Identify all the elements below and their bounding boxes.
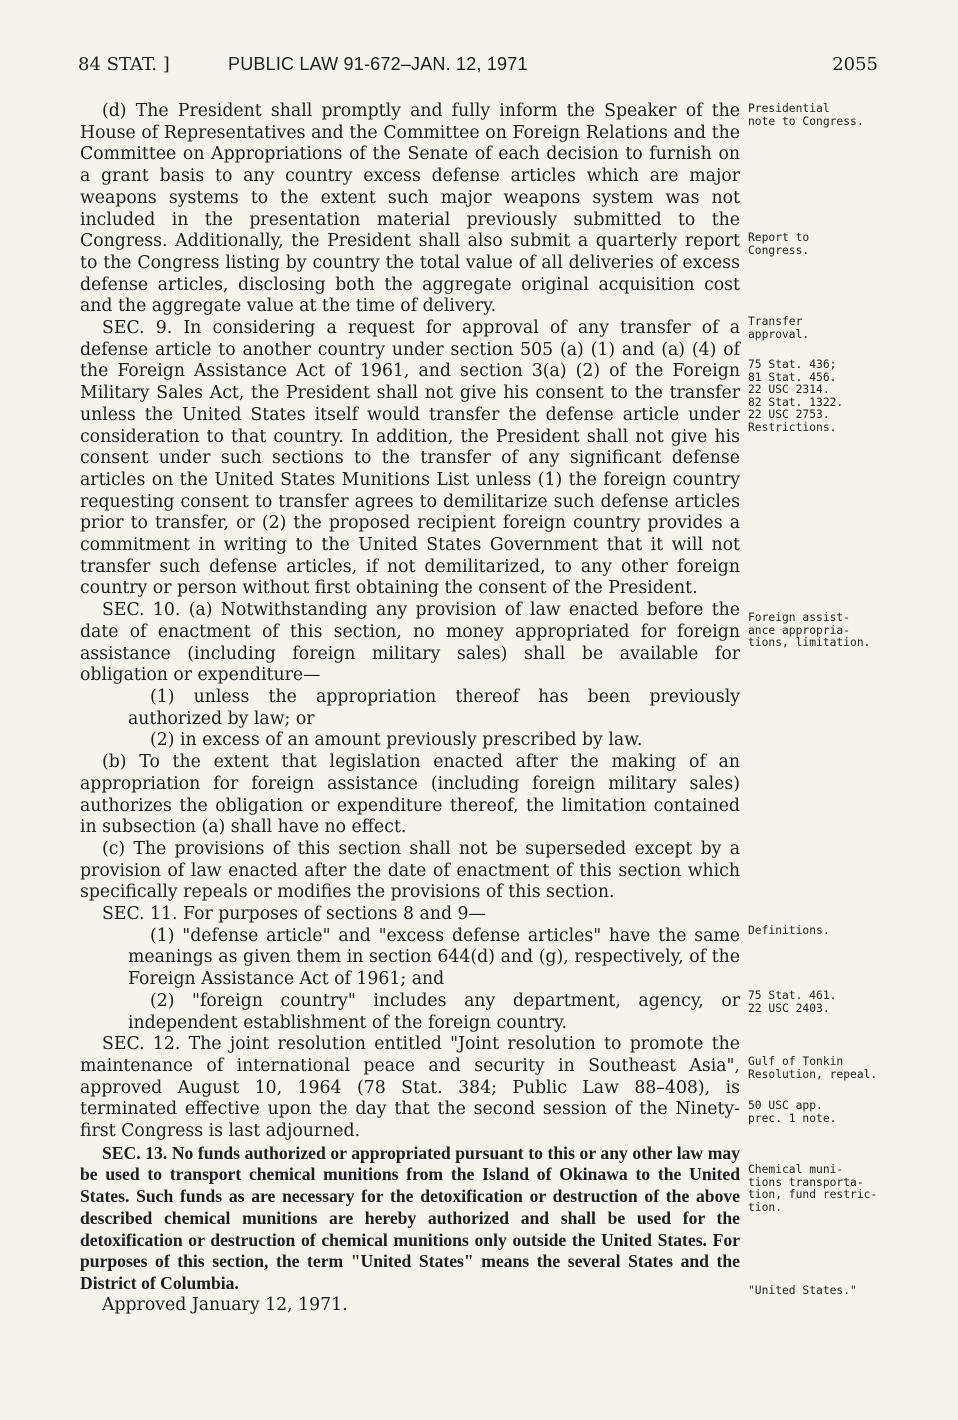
section-10-c: (c) The provisions of this section shall not be superseded except by a provision of law enacted after the date of enactment of this section which specifically repeals or modifies the provisions of this section.: [80, 838, 740, 903]
margin-note-united-states: "United States.": [748, 1284, 857, 1297]
margin-note-foreign-assistance: Foreign assist- ance appropria- tions, limitation.: [748, 611, 871, 650]
margin-note-chemical-munitions: Chemical muni- tions transporta- tion, fund restric- tion.: [748, 1163, 878, 1214]
section-10-b: (b) To the extent that legislation enacted after the making of an appropriation for foreign assistance (including foreign military sales) authorizes the obligation or expenditure thereof, the limitation contained in subsection (a) shall have no effect.: [80, 752, 740, 838]
section-10-a: SEC. 10. (a) Notwithstanding any provision of law enacted before the date of enactment of this section, no money appropriated for foreign assistance (including foreign military sales) shall be available for obligation or expenditure—: [80, 600, 740, 686]
statute-volume: 84 STAT. ]: [78, 54, 170, 75]
section-10-a-1: (1) unless the appropriation thereof has been previously authorized by law; or: [128, 686, 740, 729]
paragraph-d: (d) The President shall promptly and fully inform the Speaker of the House of Representatives and the Committee on Foreign Relations and the Committee on Appropriations of the Senate of each decision to furnish on a grant basis to any country excess defense articles which are major weapons systems to the extent such major weapons system was not included in the presentation material previously submitted to the Congress. Additionally, the President shall also submit a quarterly report to the Congress listing by country the total value of all deliveries of excess defense articles, disclosing both the aggregate original acquisition cost and the aggregate value at the time of delivery.: [80, 101, 740, 317]
section-11: SEC. 11. For purposes of sections 8 and 9—: [102, 904, 486, 925]
margin-note-report: Report to Congress.: [748, 231, 810, 257]
section-9: SEC. 9. In considering a request for approval of any transfer of a defense article to another country under section 505 (a) (1) and (a) (4) of the Foreign Assistance Act of 1961, and section 3(a) (2) of the Foreign Military Sales Act, the President shall not give his consent to the transfer unless the United States itself would transfer the defense article under consideration to that country. In addition, the President shall not give his consent under such sections to the transfer of any significant defense articles on the United States Munitions List unless (1) the foreign country requesting consent to transfer agrees to demilitarize such defense articles prior to transfer, or (2) the proposed recipient foreign country provides a commitment in writing to the United States Government that it will not transfer such defense articles, if not demilitarized, to any other foreign country or person without first obtaining the consent of the President.: [80, 318, 740, 599]
margin-note-citations-sec11: 75 Stat. 461. 22 USC 2403.: [748, 989, 837, 1015]
margin-note-presidential: Presidential note to Congress.: [748, 102, 864, 128]
approval-date: Approved January 12, 1971.: [102, 1294, 348, 1315]
margin-note-gulf-of-tonkin: Gulf of Tonkin Resolution, repeal.: [748, 1055, 878, 1081]
section-11-2: (2) "foreign country" includes any department, agency, or independent establishment of the foreign country.: [128, 990, 740, 1033]
margin-note-definitions: Definitions.: [748, 924, 830, 937]
margin-note-transfer: Transfer approval.: [748, 315, 810, 341]
section-13: SEC. 13. No funds authorized or appropriated pursuant to this or any other law may be used to transport chemical munitions from the Island of Okinawa to the United States. Such funds as are necessary for the detoxification or destruction of the above described chemical munitions are hereby authorized and shall be used for the detoxification or destruction of chemical munitions only outside the United States. For purposes of this section, the term "United States" means the several States and the District of Columbia.: [80, 1142, 740, 1293]
section-10-a-2: (2) in excess of an amount previously prescribed by law.: [150, 730, 643, 751]
margin-note-citations-sec12: 50 USC app. prec. 1 note.: [748, 1099, 837, 1125]
public-law-title: PUBLIC LAW 91-672–JAN. 12, 1971: [228, 54, 528, 74]
section-11-1: (1) "defense article" and "excess defense articles" have the same meanings as given them in section 644(d) and (g), respectively, of the Foreign Assistance Act of 1961; and: [128, 925, 740, 990]
margin-note-citations-sec9: 75 Stat. 436; 81 Stat. 456. 22 USC 2314. 82 Stat. 1322. 22 USC 2753. Restrictions.: [748, 358, 844, 434]
page-number: 2055: [832, 54, 878, 75]
section-12: SEC. 12. The joint resolution entitled "Joint resolution to promote the maintenance of international peace and security in Southeast Asia", approved August 10, 1964 (78 Stat. 384; Public Law 88–408), is terminated effective upon the day that the second session of the Ninety-first Congress is last adjourned.: [80, 1034, 740, 1142]
